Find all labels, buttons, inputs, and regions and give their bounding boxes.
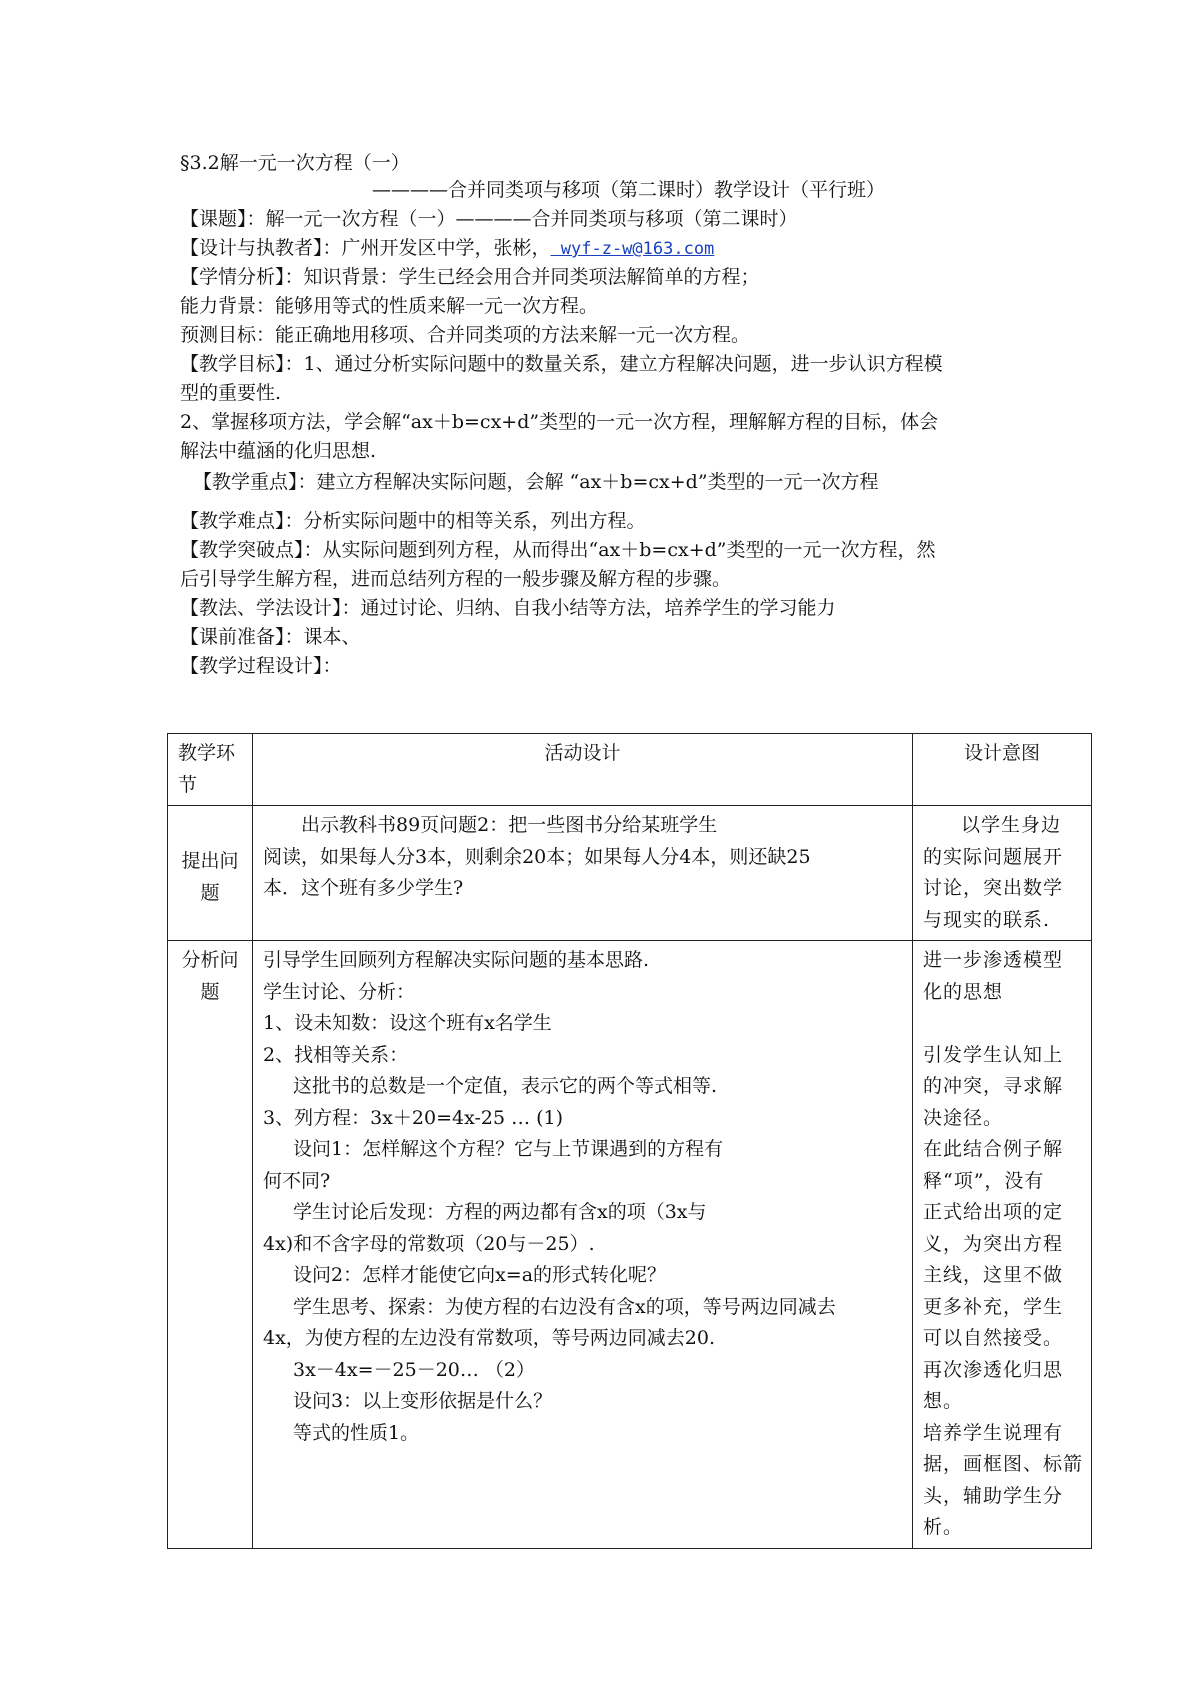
analysis-text: ：知识背景：学生已经会用合并同类项法解简单的方程；	[284, 266, 760, 288]
goal-tag: 【教学目标】	[180, 353, 285, 375]
method-text: ：通过讨论、归纳、自我小结等方法，培养学生的学习能力	[341, 597, 836, 619]
intent-line: 决途径。	[923, 1106, 1004, 1129]
activity-cell	[253, 941, 913, 1549]
difficult-tag: 【教学难点】	[180, 510, 285, 532]
table-row	[168, 941, 1092, 1549]
header-section: 教学环节	[168, 734, 253, 806]
table-header-row	[168, 734, 1092, 806]
activity-line: 学生思考、探索：为使方程的右边没有含x的项，等号两边同减去	[293, 1295, 836, 1318]
activity-line: 4x，为使方程的左边没有常数项，等号两边同减去20.	[263, 1327, 716, 1349]
activity-line: 出示教科书89页问题2：把一些图书分给某班学生	[301, 814, 718, 836]
intent-line: 讨论，突出数学	[923, 877, 1064, 899]
prep-line	[180, 622, 361, 652]
difficult-line	[180, 506, 646, 536]
lesson-plan-table	[167, 733, 1092, 1549]
activity-line: 本．这个班有多少学生?	[263, 877, 464, 899]
activity-line: 学生讨论、分析：	[263, 980, 416, 1003]
designer-text: ：广州开发区中学，张彬，	[322, 237, 551, 259]
intent-cell	[913, 941, 1092, 1549]
intent-line: 引发学生认知上	[923, 1043, 1064, 1066]
analysis-tag: 【学情分析】	[180, 266, 285, 288]
intent-line: 与现实的联系.	[923, 908, 1051, 931]
header-intent: 设计意图	[913, 734, 1092, 806]
intent-line: 可以自然接受。	[923, 1327, 1064, 1349]
section-cell: 分析问题	[168, 941, 253, 1549]
method-tag: 【教法、学法设计】	[180, 597, 342, 619]
process-line	[180, 651, 342, 681]
intent-line: 化的思想	[923, 980, 1004, 1003]
activity-line: 4x)和不含字母的常数项（20与－25）.	[263, 1232, 595, 1255]
goal-line-1	[180, 349, 943, 379]
activity-line: 设问3：以上变形依据是什么？	[293, 1390, 553, 1412]
method-line	[180, 593, 836, 623]
ability-line: 能力背景：能够用等式的性质来解一元一次方程。	[180, 295, 599, 317]
activity-line: 等式的性质1。	[293, 1421, 420, 1444]
intent-line: 析。	[923, 1516, 964, 1538]
goal-line-2: 型的重要性.	[180, 382, 282, 404]
header-activity: 活动设计	[253, 734, 913, 806]
activity-line: 这批书的总数是一个定值，表示它的两个等式相等.	[293, 1075, 718, 1097]
intent-line: 主线，这里不做	[923, 1264, 1064, 1286]
analysis-line	[180, 262, 760, 292]
intent-line: 再次渗透化归思	[923, 1358, 1064, 1381]
intent-line: 想。	[923, 1390, 964, 1412]
intent-line: 在此结合例子解	[923, 1138, 1064, 1160]
activity-line: 1、设未知数：设这个班有x名学生	[263, 1012, 552, 1034]
intent-line: 正式给出项的定	[923, 1201, 1064, 1223]
activity-cell	[253, 806, 913, 941]
section-cell: 提出问题	[168, 806, 253, 941]
email-link[interactable]: wyf-z-w@163.com	[550, 239, 715, 259]
goal-text-1: ：1、通过分析实际问题中的数量关系，建立方程解决问题，进一步认识方程模	[284, 353, 943, 375]
prep-text: ：课本、	[284, 626, 361, 648]
activity-line: 2、找相等关系：	[263, 1043, 409, 1066]
process-tag: 【教学过程设计】	[180, 655, 323, 677]
designer-line	[180, 233, 714, 264]
goal-line-3: 2、掌握移项方法，学会解“ax＋b=cx+d”类型的一元一次方程，理解解方程的目标，体会	[180, 411, 939, 433]
activity-line: 3x－4x=－25－20… （2）	[293, 1358, 536, 1381]
doc-subtitle: ————合并同类项与移项（第二课时）教学设计（平行班）	[372, 179, 886, 201]
intent-cell	[913, 806, 1092, 941]
doc-title: §3.2解一元一次方程（一）	[180, 152, 410, 174]
activity-line: 设问1：怎样解这个方程？它与上节课遇到的方程有	[293, 1138, 724, 1160]
intent-line: 以学生身边	[961, 814, 1062, 836]
topic-text: ：解一元一次方程（一）————合并同类项与移项（第二课时）	[246, 208, 798, 230]
difficult-text: ：分析实际问题中的相等关系，列出方程。	[284, 510, 646, 532]
intent-line: 释“项”，没有	[923, 1169, 1045, 1192]
topic-tag: 【课题】	[180, 208, 247, 230]
prep-tag: 【课前准备】	[180, 626, 285, 648]
breakthrough-tag: 【教学突破点】	[180, 539, 304, 561]
breakthrough-line-2: 后引导学生解方程，进而总结列方程的一般步骤及解方程的步骤。	[180, 568, 732, 590]
activity-line: 3、列方程：3x＋20=4x-25 … (1)	[263, 1106, 564, 1129]
activity-line: 引导学生回顾列方程解决实际问题的基本思路.	[263, 949, 650, 971]
breakthrough-text-1: ：从实际问题到列方程，从而得出“ax＋b=cx+d”类型的一元一次方程，然	[303, 539, 936, 561]
activity-line: 何不同?	[263, 1169, 331, 1192]
breakthrough-line-1	[180, 535, 936, 565]
intent-line: 的实际问题展开	[923, 845, 1064, 868]
key-text: ：建立方程解决实际问题，会解 “ax＋b=cx+d”类型的一元一次方程	[297, 471, 879, 493]
key-line	[193, 467, 879, 497]
activity-line: 阅读，如果每人分3本，则剩余20本；如果每人分4本，则还缺25	[263, 845, 811, 868]
intent-line	[923, 1008, 1081, 1040]
activity-line: 设问2：怎样才能使它向x=a的形式转化呢？	[293, 1264, 667, 1286]
intent-line: 培养学生说理有	[923, 1421, 1064, 1444]
designer-tag: 【设计与执教者】	[180, 237, 323, 259]
topic-line	[180, 204, 798, 234]
table-row	[168, 806, 1092, 941]
intent-line: 头，辅助学生分	[923, 1484, 1064, 1507]
intent-line: 进一步渗透模型	[923, 949, 1064, 971]
key-tag: 【教学重点】	[193, 471, 298, 493]
prediction-line: 预测目标：能正确地用移项、合并同类项的方法来解一元一次方程。	[180, 324, 751, 346]
intent-line: 据，画框图、标箭	[923, 1453, 1084, 1475]
process-text: ：	[322, 655, 342, 677]
activity-line: 学生讨论后发现：方程的两边都有含x的项（3x与	[293, 1201, 707, 1223]
goal-line-4: 解法中蕴涵的化归思想.	[180, 440, 377, 462]
intent-line: 义，为突出方程	[923, 1232, 1064, 1255]
intent-line: 更多补充，学生	[923, 1295, 1064, 1318]
intent-line: 的冲突，寻求解	[923, 1075, 1064, 1097]
